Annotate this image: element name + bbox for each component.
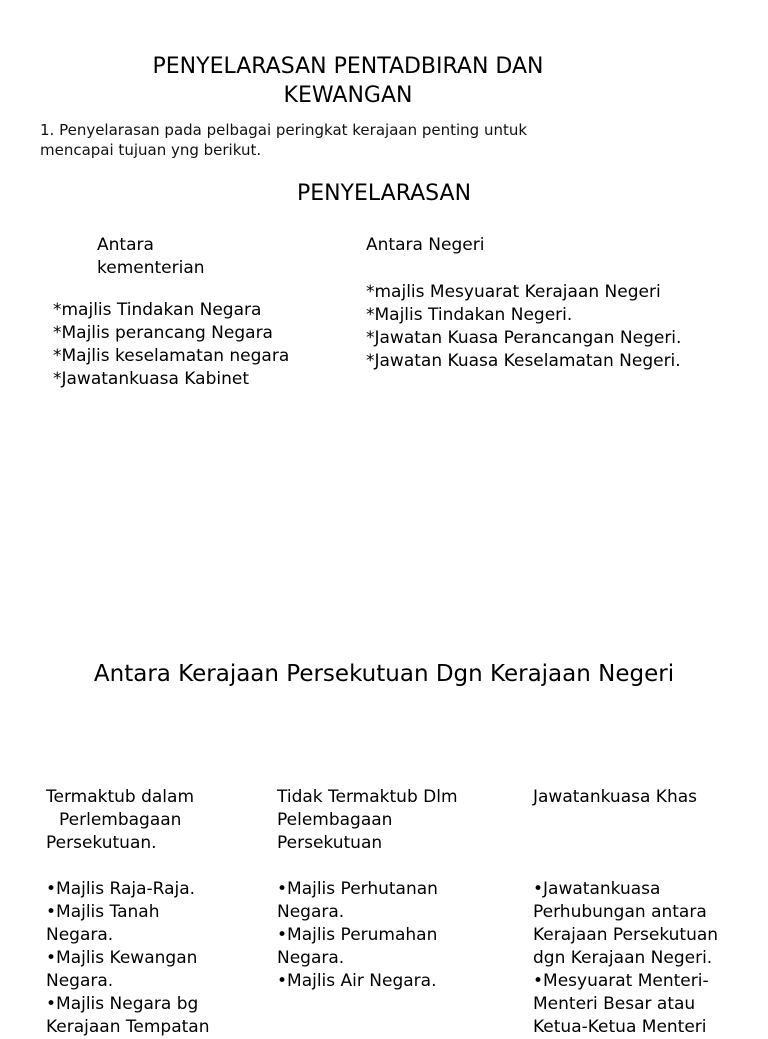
column-line: dgn Kerajaan Negeri. bbox=[533, 948, 713, 968]
column-line: •Majlis Perumahan bbox=[277, 925, 438, 945]
column-line bbox=[533, 832, 718, 855]
list-item: *majlis Mesyuarat Kerajaan Negeri bbox=[366, 282, 661, 302]
page-title bbox=[100, 52, 596, 110]
column-tidak-termaktub bbox=[277, 786, 458, 993]
column-line: Negara. bbox=[46, 925, 114, 945]
left-heading-line: Antara bbox=[97, 235, 154, 255]
section-heading-penyelarasan: PENYELARASAN bbox=[296, 181, 472, 206]
right-column-heading: Antara Negeri bbox=[366, 235, 485, 255]
column-line: Negara. bbox=[277, 902, 345, 922]
column-line bbox=[46, 855, 209, 878]
title-line: PENYELARASAN PENTADBIRAN DAN bbox=[152, 54, 544, 79]
section-heading-federal-state: Antara Kerajaan Persekutuan Dgn Kerajaan Negeri bbox=[93, 661, 675, 687]
list-item: *Majlis keselamatan negara bbox=[53, 346, 290, 366]
list-item: *Majlis perancang Negara bbox=[53, 323, 273, 343]
column-line: Persekutuan bbox=[277, 833, 383, 853]
column-jawatankuasa-khas bbox=[533, 786, 718, 1039]
column-line: •Jawatankuasa bbox=[533, 879, 661, 899]
column-line: •Majlis Kewangan bbox=[46, 948, 198, 968]
left-column-list bbox=[53, 299, 289, 391]
column-line: Kerajaan Tempatan bbox=[46, 1017, 210, 1037]
intro-line: 1. Penyelarasan pada pelbagai peringkat kerajaan penting untuk bbox=[40, 121, 528, 139]
column-termaktub bbox=[46, 786, 209, 1039]
left-heading-line: kementerian bbox=[97, 258, 205, 278]
column-line: Termaktub dalam bbox=[46, 787, 195, 807]
column-line: Negara. bbox=[277, 948, 345, 968]
column-line bbox=[277, 855, 458, 878]
column-line: •Mesyuarat Menteri- bbox=[533, 971, 709, 991]
column-line: Persekutuan. bbox=[46, 833, 157, 853]
list-item: *Majlis Tindakan Negeri. bbox=[366, 305, 573, 325]
column-line: •Majlis Raja-Raja. bbox=[46, 879, 196, 899]
title-line: KEWANGAN bbox=[283, 83, 413, 108]
column-line: Pelembagaan bbox=[277, 810, 393, 830]
column-line: Kerajaan Persekutuan bbox=[533, 925, 719, 945]
column-line: •Majlis Air Negara. bbox=[277, 971, 437, 991]
column-line bbox=[533, 855, 718, 878]
column-line: •Majlis Negara bg bbox=[46, 994, 199, 1014]
column-line: Tidak Termaktub Dlm bbox=[277, 787, 458, 807]
column-line: Menteri Besar atau bbox=[533, 994, 696, 1014]
intro-line: mencapai tujuan yng berikut. bbox=[40, 141, 262, 159]
list-item: *Jawatan Kuasa Perancangan Negeri. bbox=[366, 328, 682, 348]
column-line: •Majlis Tanah bbox=[46, 902, 160, 922]
column-line bbox=[533, 809, 718, 832]
column-line: Perhubungan antara bbox=[533, 902, 707, 922]
column-line: Perlembagaan bbox=[59, 810, 182, 830]
column-line: Negara. bbox=[46, 971, 114, 991]
column-line: Ketua-Ketua Menteri bbox=[533, 1017, 707, 1037]
list-item: *majlis Tindakan Negara bbox=[53, 300, 262, 320]
column-line: Jawatankuasa Khas bbox=[533, 787, 697, 807]
right-column-list bbox=[366, 281, 681, 373]
column-line: •Majlis Perhutanan bbox=[277, 879, 438, 899]
left-column-heading bbox=[97, 234, 205, 280]
intro-paragraph bbox=[40, 120, 527, 160]
list-item: *Jawatan Kuasa Keselamatan Negeri. bbox=[366, 351, 681, 371]
list-item: *Jawatankuasa Kabinet bbox=[53, 369, 249, 389]
